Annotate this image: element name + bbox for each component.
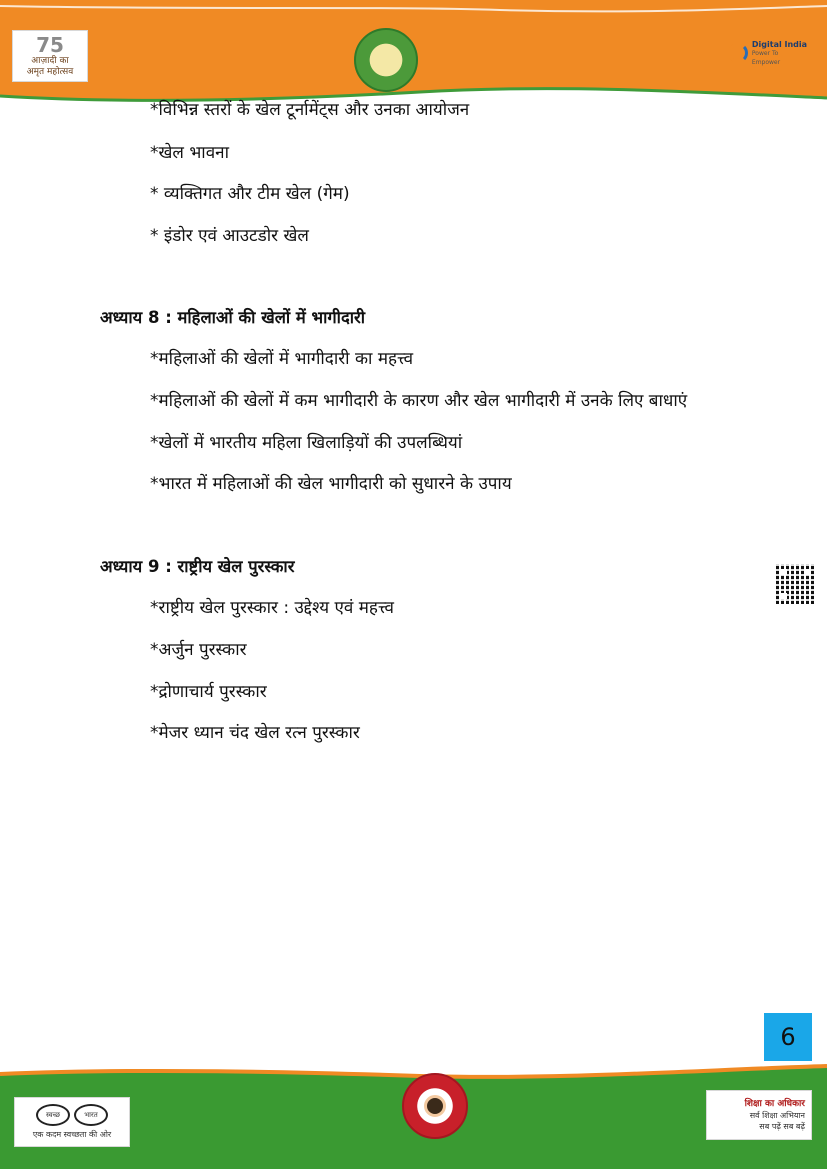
- glasses-icon: स्वच्छ भारत: [36, 1104, 108, 1126]
- list-item: *महिलाओं की खेलों में भागीदारी का महत्त्व: [150, 349, 414, 369]
- page-number: 6: [764, 1013, 812, 1061]
- list-item: *खेलों में भारतीय महिला खिलाड़ियों की उपलब्धियां: [150, 433, 463, 453]
- list-item: *महिलाओं की खेलों में कम भागीदारी के कारण और खेल भागीदारी में उनके लिए बाधाएं: [150, 391, 688, 411]
- list-item: *खेल भावना: [150, 143, 229, 163]
- digital-india-logo: Digital India Power To Empower: [728, 38, 808, 68]
- girl-icon: [424, 1095, 446, 1117]
- beti-bachao-seal-icon: [402, 1073, 468, 1139]
- list-item: *राष्ट्रीय खेल पुरस्कार : उद्देश्य एवं महत्त्व: [150, 598, 394, 618]
- list-item: *भारत में महिलाओं की खेल भागीदारी को सुधारने के उपाय: [150, 474, 512, 494]
- list-item: *अर्जुन पुरस्कार: [150, 640, 247, 660]
- swachh-bharat-logo: स्वच्छ भारत एक कदम स्वच्छता की ओर: [14, 1097, 130, 1147]
- list-item: *मेजर ध्यान चंद खेल रत्न पुरस्कार: [150, 723, 360, 743]
- azadi-ka-amrit-mahotsav-logo: 75 आज़ादी का अमृत महोत्सव: [12, 30, 88, 82]
- sarva-shiksha-abhiyan-logo: शिक्षा का अधिकार सर्व शिक्षा अभियान सब पढ़ें सब बढ़ें: [706, 1090, 812, 1140]
- list-item: * व्यक्तिगत और टीम खेल (गेम): [150, 184, 350, 204]
- list-item: * इंडोर एवं आउटडोर खेल: [150, 226, 309, 246]
- emblem-seal-icon: [354, 28, 418, 92]
- chapter-9-heading: अध्याय 9 : राष्ट्रीय खेल पुरस्कार: [100, 557, 295, 576]
- list-item: *द्रोणाचार्य पुरस्कार: [150, 682, 267, 702]
- digital-india-icon: [728, 43, 748, 63]
- list-item: *विभिन्न स्तरों के खेल टूर्नामेंट्स और उनका आयोजन: [150, 100, 470, 120]
- qr-code-icon: [776, 564, 816, 604]
- chapter-8-heading: अध्याय 8 : महिलाओं की खेलों में भागीदारी: [100, 308, 366, 327]
